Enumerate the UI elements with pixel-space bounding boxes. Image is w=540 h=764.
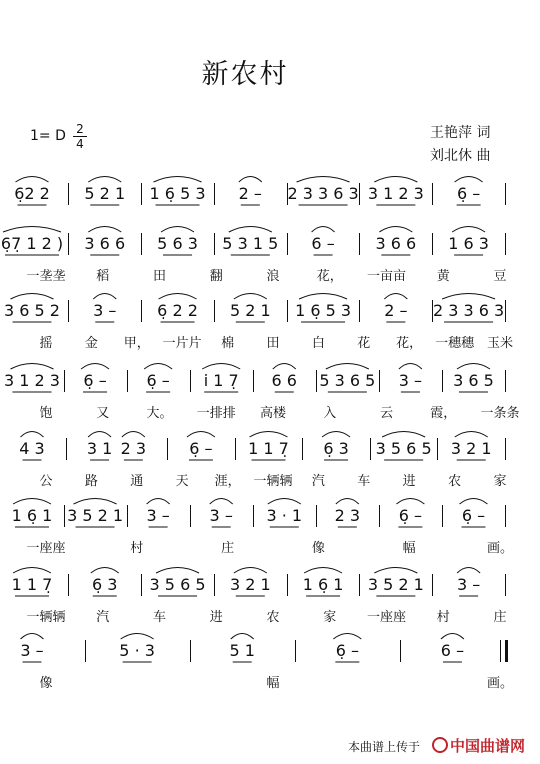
note-group: 6̣ –	[189, 439, 213, 458]
lyric-word: 进	[209, 610, 223, 625]
lyric-word: 路	[84, 474, 98, 489]
bar-line	[505, 438, 506, 460]
lyric-word: 一排排	[196, 406, 236, 421]
slur-arc	[312, 227, 335, 233]
lyric-word: 一亩亩	[366, 269, 407, 284]
bar-line	[190, 370, 191, 392]
bar-line	[379, 505, 380, 527]
note-group: 3 5 6 5	[149, 575, 206, 594]
note-group: 3 5 2 1	[67, 506, 124, 525]
slur-arc	[161, 227, 194, 233]
note-group: 2 3 3 6 3	[432, 301, 505, 320]
note-group: 1 6̣ 5 3	[149, 184, 206, 203]
lyric-word: 画。	[486, 541, 514, 556]
lyric-word: 花	[357, 336, 371, 351]
lyric-word: 饱	[39, 406, 53, 421]
slur-arc	[457, 568, 480, 574]
slur-arc	[159, 294, 197, 300]
lyric-word: 汽	[96, 610, 110, 625]
slur-arc	[88, 432, 111, 438]
lyric-word: 摇	[39, 336, 53, 351]
note-group: 1 6 3	[448, 234, 489, 253]
note-group: 6 6	[271, 371, 297, 390]
slur-arc	[234, 568, 267, 574]
note-group: 6̣ –	[335, 641, 359, 660]
note-group: 5 6 3	[157, 234, 198, 253]
bar-line	[287, 300, 288, 322]
bar-line	[505, 574, 506, 596]
note-group: 6̣2 2	[14, 184, 50, 203]
slur-arc	[93, 294, 116, 300]
bar-line	[214, 574, 215, 596]
note-group: 3 1 2 3	[4, 371, 60, 390]
slur-arc	[297, 177, 350, 183]
bar-line	[432, 233, 433, 255]
site-logo-text: 中国曲谱网	[450, 737, 526, 755]
key-signature: 1= D	[30, 128, 66, 144]
slur-arc	[336, 499, 359, 505]
bar-line	[127, 370, 128, 392]
bar-line	[432, 183, 433, 205]
note-group: 6̣7̣ 1 2 )	[0, 234, 64, 253]
note-group: 3 6 5 2	[4, 301, 60, 320]
lyric-word: 甲，	[123, 336, 150, 351]
slur-arc	[239, 177, 262, 183]
slur-arc	[379, 227, 412, 233]
lyric-word: 一垄垄	[26, 269, 66, 284]
bar-line	[253, 370, 254, 392]
lyric-word: 幅	[402, 541, 416, 556]
lyric-word: 通	[130, 474, 144, 489]
note-group: 3 1	[86, 439, 113, 458]
slur-arc	[441, 634, 464, 640]
slur-arc	[374, 568, 417, 574]
note-group: 4 3	[19, 439, 45, 458]
note-group: 1 6̣ 5 3	[295, 301, 352, 320]
slur-arc	[250, 432, 288, 438]
composer-credit: 刘北休 曲	[430, 148, 491, 164]
note-group: 5 3 6 5	[319, 371, 376, 390]
note-group: 5 2 1	[229, 301, 271, 320]
lyric-word: 云	[379, 406, 394, 421]
bar-line	[359, 183, 360, 205]
bar-line	[316, 370, 317, 392]
note-group: i 1 7̣	[203, 371, 239, 390]
bar-line	[127, 505, 128, 527]
bar-line	[379, 370, 380, 392]
bar-line	[68, 574, 69, 596]
note-group: 3 2 1	[450, 439, 492, 458]
bar-line	[442, 505, 443, 527]
slur-arc	[144, 364, 172, 370]
lyric-word: 像	[311, 541, 325, 556]
song-title: 新农村	[201, 59, 289, 90]
time-signature	[73, 123, 87, 150]
lyric-word: 车	[152, 610, 167, 625]
bar-line	[505, 640, 508, 662]
slur-arc	[13, 568, 51, 574]
note-group: 6̣ 3	[323, 439, 349, 458]
lyric-word: 棉	[221, 336, 235, 351]
lyric-word: 黄	[436, 269, 450, 284]
bar-line	[505, 370, 506, 392]
note-group: 5 1	[229, 641, 255, 660]
slur-arc	[457, 364, 490, 370]
slur-arc	[442, 294, 495, 300]
site-logo	[432, 735, 525, 756]
lyric-word: 浪	[266, 269, 280, 284]
slur-arc	[455, 177, 483, 183]
note-group: 2 3	[334, 506, 361, 525]
note-group: 3 –	[209, 506, 233, 525]
slur-arc	[3, 227, 61, 233]
meter-top: 2	[76, 122, 84, 136]
slur-arc	[11, 294, 54, 300]
bar-line	[141, 233, 142, 255]
slur-arc	[396, 499, 424, 505]
bar-line	[68, 233, 69, 255]
note-group: 1 1 7̣	[11, 575, 53, 594]
lyric-word: 豆	[493, 269, 507, 284]
slur-arc	[147, 499, 170, 505]
bar-line	[85, 640, 86, 662]
bar-line	[500, 640, 501, 662]
lyric-word: 花，	[396, 336, 423, 351]
bar-line	[359, 574, 360, 596]
bar-line	[370, 438, 371, 460]
lyric-word: 一座座	[366, 610, 407, 625]
bar-line	[167, 438, 168, 460]
logo-icon	[432, 737, 448, 753]
bar-line	[66, 438, 67, 460]
bar-line	[141, 183, 142, 205]
note-group: 6̣ –	[461, 506, 486, 525]
lyric-word: 幅	[266, 676, 280, 691]
lyric-word: 庄	[493, 610, 507, 625]
note-group: 3 6 6	[375, 234, 417, 253]
lyric-word: 金	[84, 336, 98, 351]
note-group: 6̣ –	[398, 506, 423, 525]
lyric-word: 汽	[311, 474, 325, 489]
lyric-word: 一座座	[26, 541, 66, 556]
note-group: 6̣ –	[456, 184, 481, 203]
slur-arc	[452, 227, 485, 233]
slur-arc	[88, 227, 121, 233]
note-group: 3 –	[20, 641, 44, 660]
bar-line	[505, 505, 506, 527]
note-group: 5 3 1 5	[222, 234, 279, 253]
note-group: 2 –	[238, 184, 262, 203]
slur-arc	[21, 634, 44, 640]
note-group: 6̣ –	[146, 371, 170, 390]
note-group: 6 –	[440, 641, 465, 660]
note-group: 5 2 1	[84, 184, 126, 203]
bar-line	[316, 505, 317, 527]
slur-arc	[384, 294, 407, 300]
lyric-word: 家	[323, 610, 337, 625]
slur-arc	[16, 177, 49, 183]
lyric-word: 像	[39, 676, 53, 691]
note-group: 1 6̣ 1	[11, 506, 53, 525]
lyric-word: 家	[493, 474, 507, 489]
lyric-word: 花，	[316, 269, 343, 284]
lyric-word: 高楼	[259, 406, 287, 421]
lyric-word: 村	[130, 541, 144, 556]
slur-arc	[122, 432, 145, 438]
note-group: 1 1 7̣	[248, 439, 289, 458]
lyric-word: 田	[152, 269, 167, 284]
note-group: 2 –	[384, 301, 408, 320]
note-group: 5 · 3	[119, 641, 155, 660]
bar-line	[505, 300, 506, 322]
slur-arc	[455, 432, 488, 438]
bar-line	[68, 183, 69, 205]
lyric-word: 玉米	[486, 336, 514, 351]
bar-line	[442, 370, 443, 392]
lyric-word: 进	[402, 474, 416, 489]
bar-line	[287, 233, 288, 255]
lyric-word: 一片片	[162, 336, 202, 351]
note-group: 3 5 2 1	[367, 575, 424, 594]
slur-arc	[268, 499, 301, 505]
lyric-word: 又	[96, 406, 110, 421]
lyric-word: 画。	[486, 676, 514, 691]
bar-line	[359, 233, 360, 255]
note-group: 6 –	[311, 234, 335, 253]
lyric-word: 农	[448, 474, 462, 489]
bar-line	[141, 300, 142, 322]
slur-arc	[374, 177, 417, 183]
note-group: 6̣ –	[83, 371, 107, 390]
note-group: 3 1 2 3	[367, 184, 424, 203]
slur-arc	[234, 294, 267, 300]
upload-note: 本曲谱上传于	[348, 740, 421, 754]
lyric-word: 入	[323, 406, 337, 421]
bar-line	[214, 183, 215, 205]
lyric-word: 一穗穗	[435, 336, 475, 351]
bar-line	[64, 370, 65, 392]
lyric-word: 田	[266, 336, 280, 351]
bar-line	[359, 300, 360, 322]
slur-arc	[299, 294, 347, 300]
note-group: 3 5 6 5	[375, 439, 432, 458]
bar-line	[400, 640, 401, 662]
note-group: 1 6̣ 1	[302, 575, 344, 594]
slur-arc	[88, 177, 121, 183]
slur-arc	[74, 499, 117, 505]
bar-line	[505, 183, 506, 205]
note-group: 3 –	[398, 371, 423, 390]
slur-arc	[333, 634, 361, 640]
bar-line	[437, 438, 438, 460]
note-group: 3 –	[456, 575, 481, 594]
slur-arc	[91, 568, 119, 574]
bar-line	[432, 574, 433, 596]
lyric-word: 涯，	[214, 474, 241, 489]
slur-arc	[21, 432, 44, 438]
bar-line	[214, 233, 215, 255]
lyric-word: 村	[436, 610, 450, 625]
note-group: 2 3 3 6 3	[287, 184, 359, 203]
lyric-word: 翻	[209, 269, 223, 284]
bar-line	[214, 300, 215, 322]
lyric-word: 公	[39, 474, 53, 489]
slur-arc	[399, 364, 422, 370]
bar-line	[295, 640, 296, 662]
lyric-word: 大。	[146, 406, 173, 421]
note-group: 6̣ 3	[92, 575, 118, 594]
bar-line	[505, 233, 506, 255]
note-group: 6̣ 2 2	[157, 301, 198, 320]
bar-line	[190, 505, 191, 527]
lyric-word: 天	[175, 474, 189, 489]
slur-arc	[154, 177, 202, 183]
bar-line	[253, 505, 254, 527]
slur-arc	[304, 568, 342, 574]
bar-line	[190, 640, 191, 662]
slur-arc	[11, 364, 54, 370]
slur-arc	[121, 634, 154, 640]
note-group: 3 –	[146, 506, 170, 525]
lyric-word: 一辆辆	[26, 610, 66, 625]
note-group: 3 2 1	[229, 575, 271, 594]
lyric-word: 一辆辆	[253, 474, 293, 489]
bar-line	[302, 438, 303, 460]
lyric-word: 白	[311, 336, 325, 351]
lyric-word: 农	[266, 610, 280, 625]
bar-line	[235, 438, 236, 460]
bar-line	[64, 505, 65, 527]
lyricist-credit: 王艳萍 词	[430, 125, 491, 141]
note-group: 3 –	[93, 301, 117, 320]
bar-line	[141, 574, 142, 596]
slur-arc	[156, 568, 199, 574]
lyric-word: 稻	[96, 269, 110, 284]
note-group: 3 6 6	[84, 234, 126, 253]
lyric-word: 霞，	[430, 406, 457, 421]
lyric-word: 一条条	[480, 406, 520, 421]
slur-arc	[459, 499, 487, 505]
lyric-word: 车	[357, 474, 371, 489]
slur-arc	[210, 499, 233, 505]
bar-line	[68, 300, 69, 322]
note-group: 2 3	[120, 439, 147, 458]
slur-arc	[382, 432, 425, 438]
slur-arc	[202, 364, 240, 370]
slur-arc	[13, 499, 51, 505]
slur-arc	[187, 432, 215, 438]
note-group: 3 6 5	[453, 371, 494, 390]
slur-arc	[81, 364, 109, 370]
meter-bottom: 4	[76, 137, 84, 151]
note-group: 3 · 1	[266, 506, 303, 525]
slur-arc	[273, 364, 296, 370]
lyric-word: 庄	[221, 541, 235, 556]
slur-arc	[231, 634, 254, 640]
bar-line	[287, 574, 288, 596]
slur-arc	[326, 364, 369, 370]
slur-arc	[229, 227, 272, 233]
slur-arc	[322, 432, 350, 438]
